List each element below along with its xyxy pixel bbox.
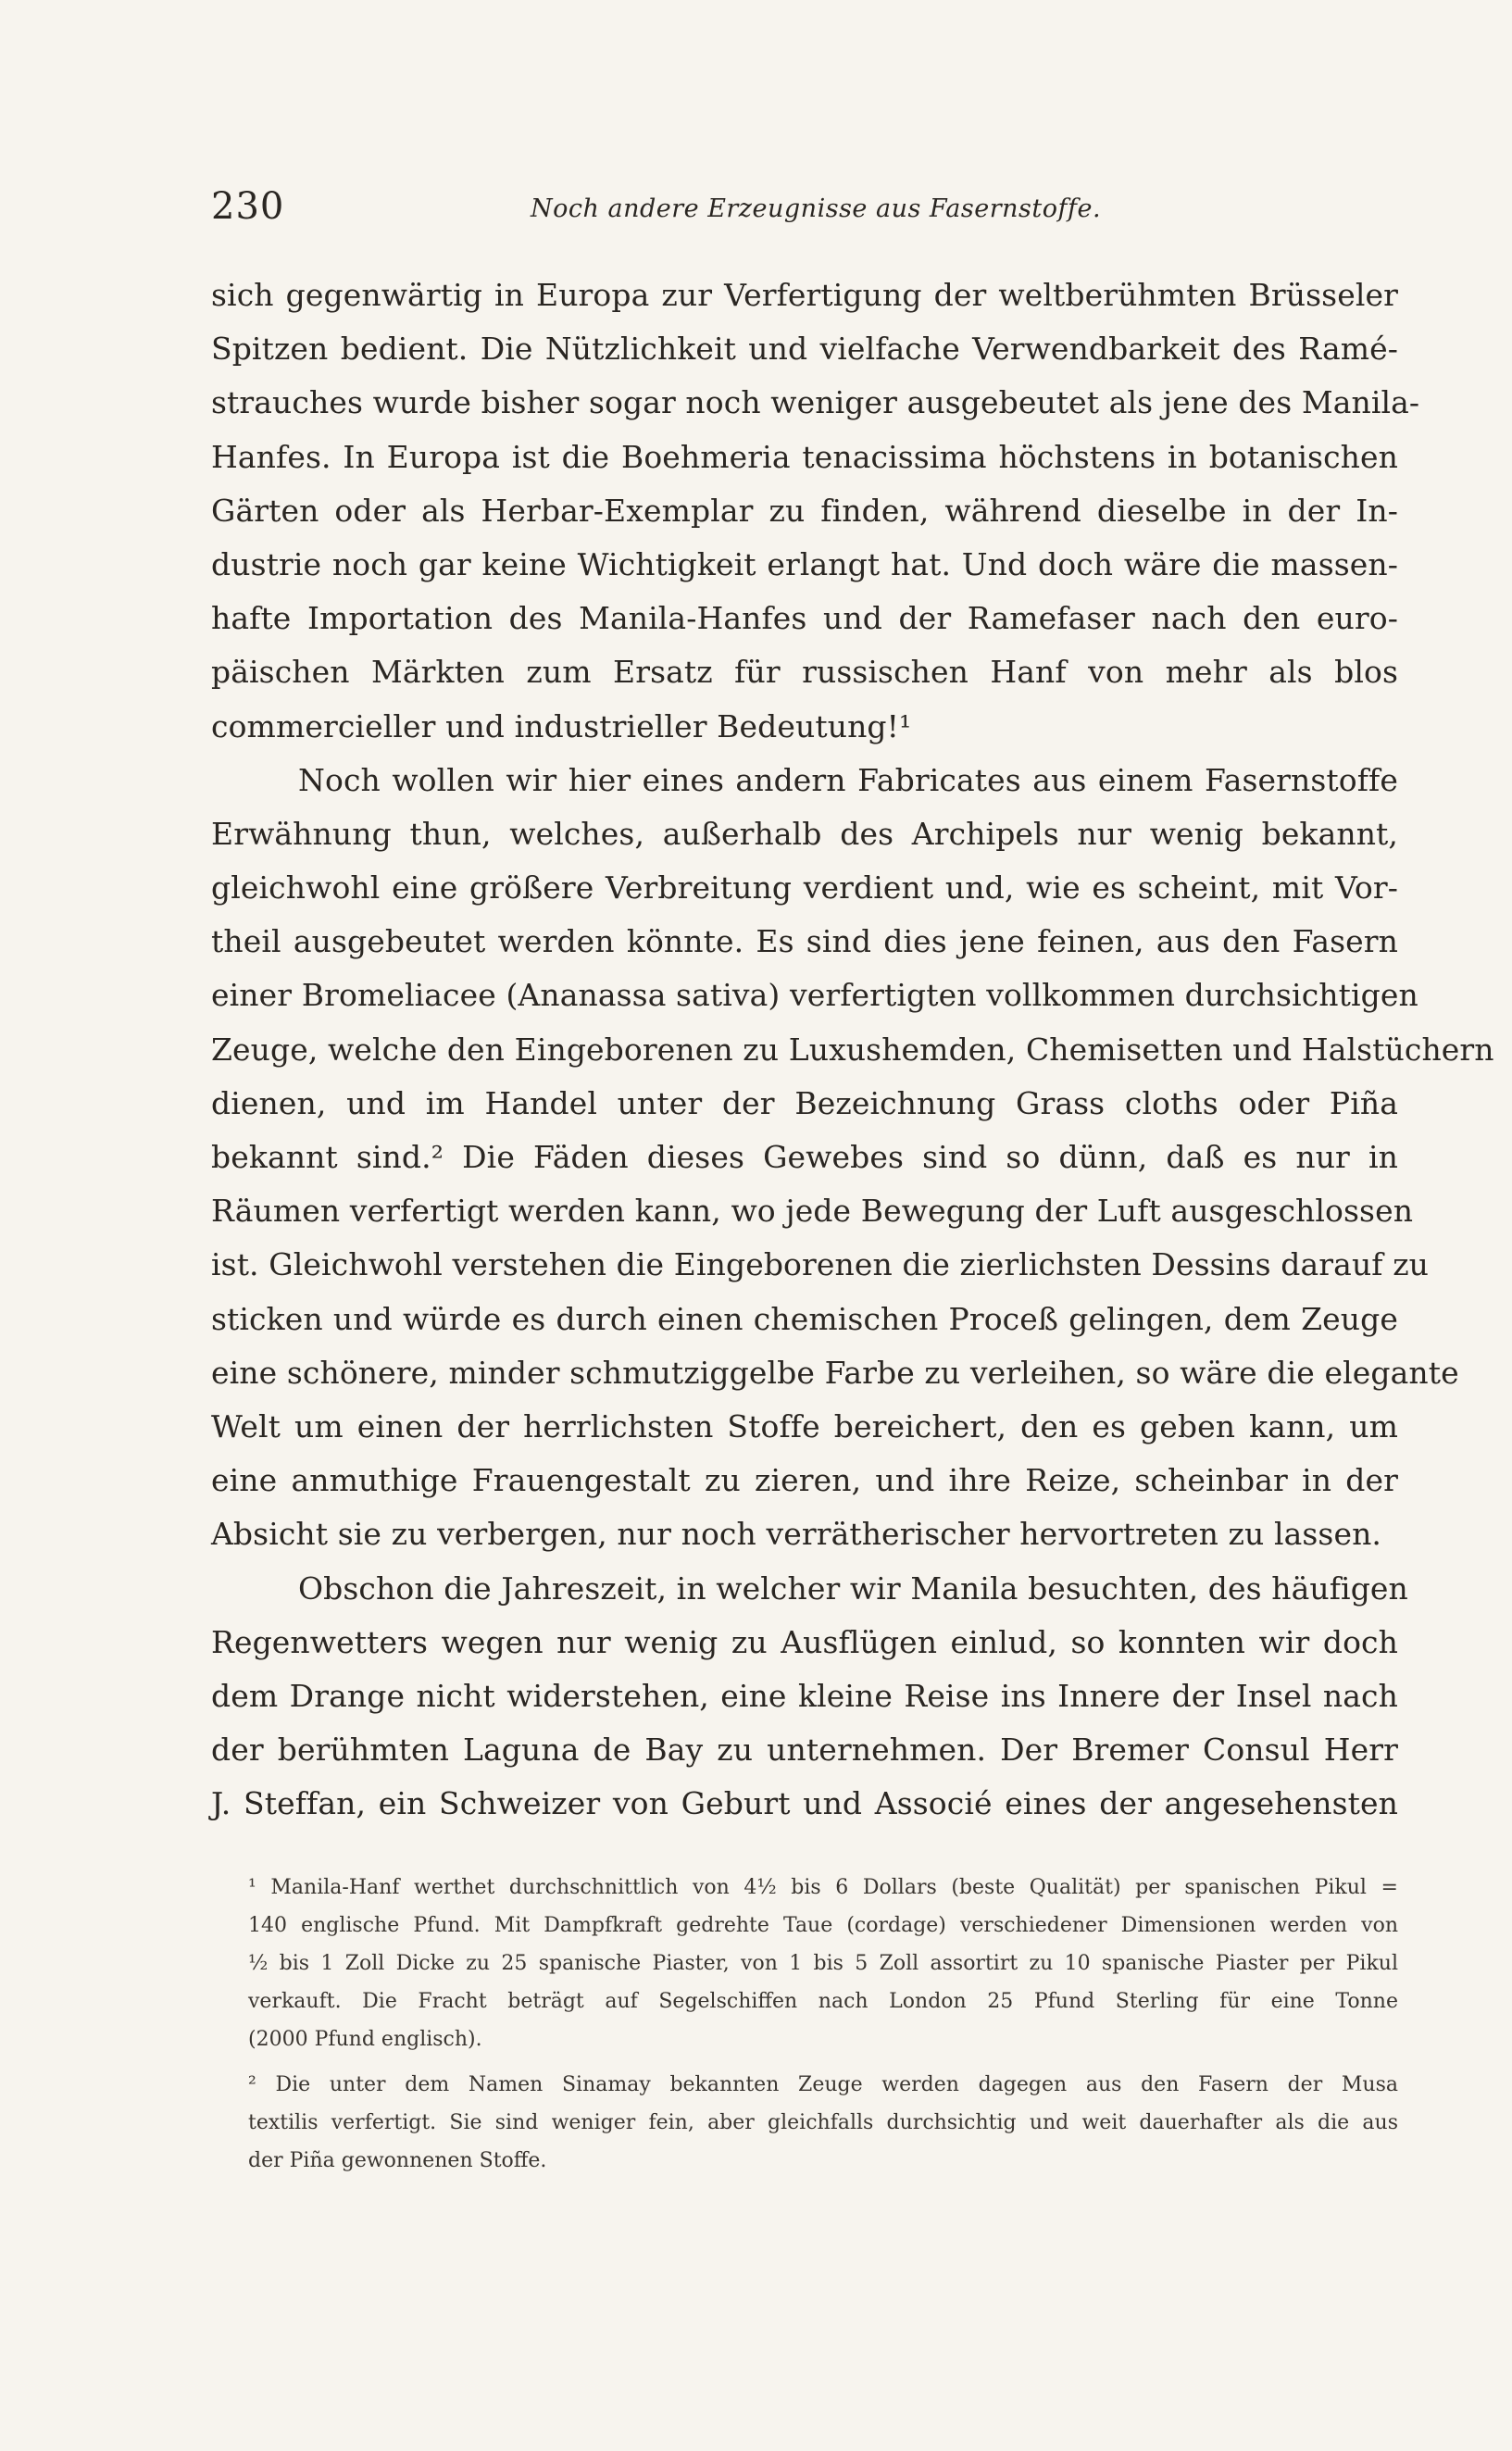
text-line: Räumen verfertigt werden kann, wo jede Bewegung der Luft ausgeschlossen <box>211 1193 1414 1230</box>
text-line: commercieller und industrieller Bedeutung!¹ <box>211 707 912 744</box>
footnote-line: ¹ Manila-Hanf werthet durchschnittlich von 4½ bis 6 Dollars (beste Qualität) per spanischen Pikul = <box>248 1876 1398 1899</box>
text-line: dustrie noch gar keine Wichtigkeit erlangt hat. Und doch wäre die massen- <box>211 545 1398 582</box>
footnote-line: verkauft. Die Fracht beträgt auf Segelschiffen nach London 25 Pfund Sterling für eine Tonne <box>248 1990 1398 2013</box>
text-line: dem Drange nicht widerstehen, eine kleine Reise ins Innere der Insel nach <box>211 1677 1398 1714</box>
body-text <box>211 269 1494 1831</box>
text-line: Absicht sie zu verbergen, nur noch verrätherischer hervortreten zu lassen. <box>211 1516 1382 1553</box>
footnote-line: ² Die unter dem Namen Sinamay bekannten Zeuge werden dagegen aus den Fasern der Musa <box>248 2073 1398 2096</box>
footnotes <box>248 1869 1398 2180</box>
page-header <box>211 185 1396 241</box>
text-line: Gärten oder als Herbar-Exemplar zu finden, während dieselbe in der In- <box>211 492 1398 529</box>
text-line: ist. Gleichwohl verstehen die Eingeborenen die zierlichsten Dessins darauf zu <box>211 1246 1430 1283</box>
text-line: Hanfes. In Europa ist die Boehmeria tenacissima höchstens in botanischen <box>211 438 1398 475</box>
footnote-1 <box>248 1869 1398 2058</box>
text-line: dienen, und im Handel unter der Bezeichnung Grass cloths oder Piña <box>211 1084 1398 1121</box>
text-line: bekannt sind.² Die Fäden dieses Gewebes sind so dünn, daß es nur in <box>211 1139 1398 1175</box>
paragraph-start-line: Noch wollen wir hier eines andern Fabricates aus einem Fasernstoffe <box>298 761 1398 798</box>
text-line: der berühmten Laguna de Bay zu unternehmen. Der Bremer Consul Herr <box>211 1732 1398 1769</box>
text-line: strauches wurde bisher sogar noch weniger ausgebeutet als jene des Manila- <box>211 384 1420 421</box>
footnote-line: ½ bis 1 Zoll Dicke zu 25 spanische Piaster, von 1 bis 5 Zoll assortirt zu 10 spanische Piaster per Pikul <box>248 1952 1398 1975</box>
text-line: einer Bromeliacee (Ananassa sativa) verfertigten vollkommen durchsichtigen <box>211 977 1418 1014</box>
text-line: päischen Märkten zum Ersatz für russischen Hanf von mehr als blos <box>211 654 1398 691</box>
text-line: sich gegenwärtig in Europa zur Verfertigung der weltberühmten Brüsseler <box>211 277 1398 313</box>
text-line: sticken und würde es durch einen chemischen Proceß gelingen, dem Zeuge <box>211 1300 1398 1337</box>
footnote-2 <box>248 2066 1398 2180</box>
text-line: Zeuge, welche den Eingeborenen zu Luxushemden, Chemisetten und Halstüchern <box>211 1031 1494 1068</box>
text-line: Spitzen bedient. Die Nützlichkeit und vielfache Verwendbarkeit des Ramé- <box>211 331 1398 368</box>
text-line: eine anmuthige Frauengestalt zu zieren, und ihre Reize, scheinbar in der <box>211 1462 1398 1499</box>
paragraph-start-line: Obschon die Jahreszeit, in welcher wir Manila besuchten, des häufigen <box>298 1569 1408 1607</box>
text-line: J. Steffan, ein Schweizer von Geburt und Associé eines der angesehensten <box>211 1785 1398 1822</box>
text-line: eine schönere, minder schmutziggelbe Farbe zu verleihen, so wäre die elegante <box>211 1354 1459 1391</box>
text-line: theil ausgebeutet werden könnte. Es sind dies jene feinen, aus den Fasern <box>211 923 1398 960</box>
running-head: Noch andere Erzeugnisse aus Fasernstoffe. <box>531 194 1102 223</box>
footnote-line: der Piña gewonnenen Stoffe. <box>248 2149 547 2172</box>
footnote-line: textilis verfertigt. Sie sind weniger fein, aber gleichfalls durchsichtig und weit dauerhafter als die aus <box>248 2111 1398 2134</box>
text-line: Erwähnung thun, welches, außerhalb des Archipels nur wenig bekannt, <box>211 815 1398 852</box>
text-line: Welt um einen der herrlichsten Stoffe bereichert, den es geben kann, um <box>211 1407 1398 1444</box>
text-line: hafte Importation des Manila-Hanfes und der Ramefaser nach den euro- <box>211 600 1398 637</box>
text-line: gleichwohl eine größere Verbreitung verdient und, wie es scheint, mit Vor- <box>211 869 1398 907</box>
text-line: Regenwetters wegen nur wenig zu Ausflügen einlud, so konnten wir doch <box>211 1623 1398 1660</box>
page-number: 230 <box>211 185 285 228</box>
footnote-spacer <box>248 2058 1398 2066</box>
footnote-line: 140 englische Pfund. Mit Dampfkraft gedrehte Taue (cordage) verschiedener Dimensionen werden von <box>248 1914 1398 1937</box>
footnote-line: (2000 Pfund englisch). <box>248 2028 482 2051</box>
